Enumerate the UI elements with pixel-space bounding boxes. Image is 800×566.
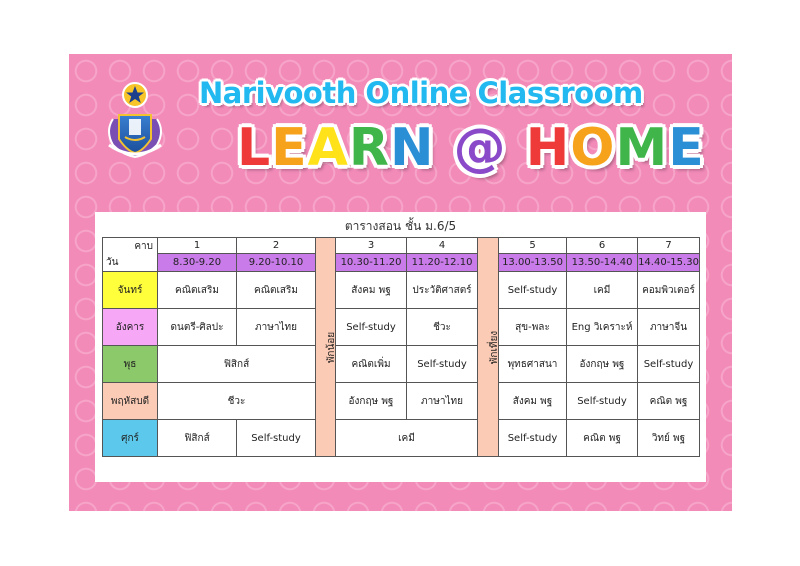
period-number: 5	[499, 238, 567, 254]
subject-cell: Eng วิเคราะห์	[567, 309, 638, 346]
period-row	[103, 238, 700, 254]
day-row-tuesday	[103, 309, 700, 346]
period-number: 1	[158, 238, 237, 254]
subject-cell: สังคม พฐ	[499, 383, 567, 420]
corner-period-label: คาบ	[134, 241, 153, 252]
period-time: 8.30-9.20	[158, 254, 237, 272]
poster	[69, 54, 732, 511]
corner-day-label: วัน	[106, 257, 119, 268]
subject-cell: อังกฤษ พฐ	[336, 383, 407, 420]
day-row-monday	[103, 272, 700, 309]
short-break-label: พักน้อย	[326, 331, 338, 363]
day-label-monday: จันทร์	[103, 272, 158, 309]
banner-letter: R	[348, 118, 390, 178]
subject-cell: คณิต พฐ	[638, 383, 700, 420]
subject-cell: ดนตรี-ศิลปะ	[158, 309, 237, 346]
subject-cell: คณิตเพิ่ม	[336, 346, 407, 383]
subject-cell: Self-study	[336, 309, 407, 346]
period-time: 13.00-13.50	[499, 254, 567, 272]
period-number: 2	[237, 238, 316, 254]
day-label-wednesday: พุธ	[103, 346, 158, 383]
day-label-friday: ศุกร์	[103, 420, 158, 457]
banner-letter	[507, 116, 526, 180]
subject-cell: ฟิสิกส์	[158, 420, 237, 457]
period-number: 3	[336, 238, 407, 254]
subject-cell: ภาษาจีน	[638, 309, 700, 346]
subject-cell: Self-study	[407, 346, 478, 383]
period-number: 4	[407, 238, 478, 254]
period-number: 6	[567, 238, 638, 254]
day-row-wednesday	[103, 346, 700, 383]
subject-cell: Self-study	[237, 420, 316, 457]
subject-cell: ภาษาไทย	[237, 309, 316, 346]
subject-cell: ชีวะ	[158, 383, 316, 420]
subject-cell: อังกฤษ พฐ	[567, 346, 638, 383]
subject-cell: Self-study	[499, 272, 567, 309]
subject-cell: Self-study	[567, 383, 638, 420]
class-schedule-table	[102, 237, 700, 457]
banner-letter: O	[570, 118, 616, 178]
banner-letter: M	[615, 118, 669, 178]
schedule-title: ตารางสอน ชั้น ม.6/5	[344, 219, 457, 233]
banner-letter: H	[525, 118, 571, 178]
subject-cell: คณิตเสริม	[158, 272, 237, 309]
banner-letter: L	[237, 118, 272, 178]
school-crest-icon	[103, 79, 167, 161]
lunch-break-label: พักเที่ยง	[489, 330, 501, 364]
subject-cell: ชีวะ	[407, 309, 478, 346]
banner-letter: @	[453, 118, 507, 178]
day-row-thursday	[103, 383, 700, 420]
subject-cell: เคมี	[567, 272, 638, 309]
banner-letter: E	[668, 118, 705, 178]
subject-cell: คอมพิวเตอร์	[638, 272, 700, 309]
classroom-title: Narivooth Online Classroom	[199, 76, 643, 110]
subject-cell: คณิต พฐ	[567, 420, 638, 457]
day-row-friday	[103, 420, 700, 457]
subject-cell: วิทย์ พฐ	[638, 420, 700, 457]
corner-cell	[103, 238, 158, 272]
subject-cell: ฟิสิกส์	[158, 346, 316, 383]
period-time: 10.30-11.20	[336, 254, 407, 272]
banner-letter	[435, 116, 454, 180]
period-number: 7	[638, 238, 700, 254]
day-label-thursday: พฤหัสบดี	[103, 383, 158, 420]
banner-letter: E	[271, 118, 308, 178]
banner-letter: N	[389, 118, 435, 178]
subject-cell: ภาษาไทย	[407, 383, 478, 420]
subject-cell: Self-study	[499, 420, 567, 457]
subject-cell: Self-study	[638, 346, 700, 383]
period-time: 14.40-15.30	[638, 254, 700, 272]
learn-at-home-banner	[237, 116, 705, 180]
subject-cell: สุข-พละ	[499, 309, 567, 346]
period-time: 9.20-10.10	[237, 254, 316, 272]
subject-cell: เคมี	[336, 420, 478, 457]
banner-letter: A	[307, 118, 349, 178]
time-row	[103, 254, 700, 272]
lunch-break-column	[478, 238, 499, 457]
day-label-tuesday: อังคาร	[103, 309, 158, 346]
period-time: 11.20-12.10	[407, 254, 478, 272]
subject-cell: สังคม พฐ	[336, 272, 407, 309]
subject-cell: คณิตเสริม	[237, 272, 316, 309]
subject-cell: ประวัติศาสตร์	[407, 272, 478, 309]
period-time: 13.50-14.40	[567, 254, 638, 272]
schedule-panel	[95, 212, 706, 482]
subject-cell: พุทธศาสนา	[499, 346, 567, 383]
short-break-column	[316, 238, 336, 457]
